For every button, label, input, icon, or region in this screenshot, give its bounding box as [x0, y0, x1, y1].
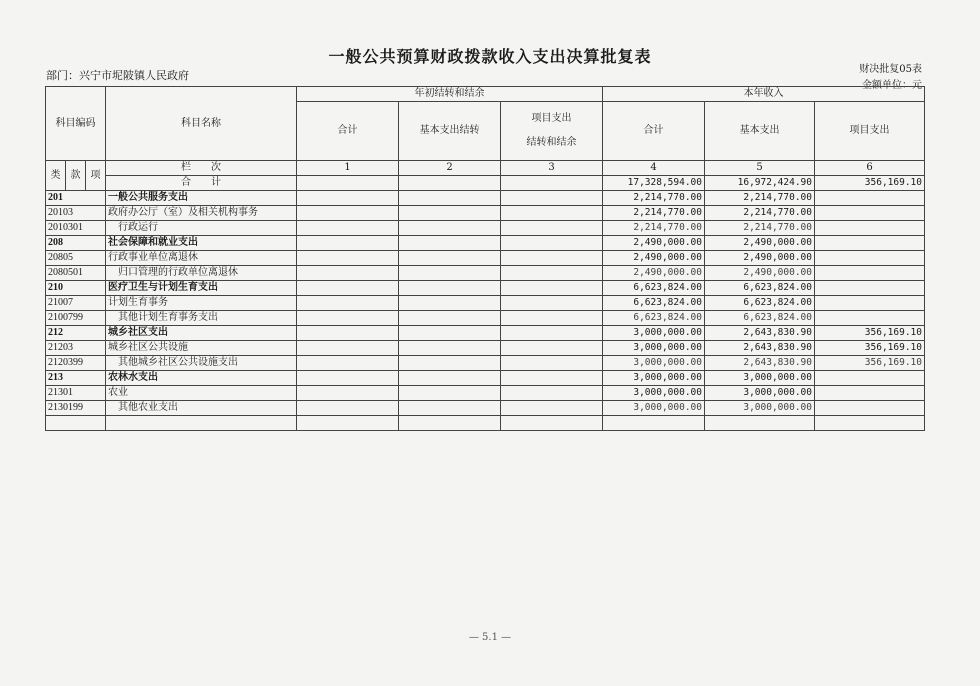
subject-code: 21301	[46, 386, 106, 401]
subject-name: 政府办公厅（室）及相关机构事务	[106, 206, 297, 221]
empty-cell	[603, 416, 705, 431]
subject-name: 城乡社区公共设施	[106, 341, 297, 356]
table-row	[46, 311, 925, 326]
income-group-header: 本年收入	[603, 87, 925, 102]
income-project-cell	[815, 386, 925, 401]
header-row-1	[46, 87, 925, 102]
income-basic-cell: 3,000,000.00	[705, 386, 815, 401]
table-row	[46, 356, 925, 371]
table-row	[46, 401, 925, 416]
income-project-cell	[815, 281, 925, 296]
income-total-cell: 2,490,000.00	[603, 266, 705, 281]
carry-group-header: 年初结转和结余	[297, 87, 603, 102]
carry-project-cell	[501, 281, 603, 296]
carry-project-cell	[501, 296, 603, 311]
carry-total-cell	[297, 296, 399, 311]
carry-basic-cell	[399, 236, 501, 251]
carry-total-cell	[297, 401, 399, 416]
carry-project-cell	[501, 191, 603, 206]
empty-cell	[815, 416, 925, 431]
empty-cell	[106, 416, 297, 431]
subject-name: 一般公共服务支出	[106, 191, 297, 206]
carry-total-header: 合计	[297, 102, 399, 161]
subject-name: 行政运行	[106, 221, 297, 236]
form-number: 财决批复05表	[859, 64, 922, 75]
income-basic-cell: 3,000,000.00	[705, 371, 815, 386]
lanci-label: 栏 次	[106, 161, 297, 176]
income-project-cell	[815, 206, 925, 221]
subject-code: 212	[46, 326, 106, 341]
income-basic-cell: 6,623,824.00	[705, 311, 815, 326]
carry-basic-cell	[399, 206, 501, 221]
total-row	[46, 176, 925, 191]
carry-project-cell	[501, 266, 603, 281]
income-project-cell	[815, 191, 925, 206]
table-row	[46, 371, 925, 386]
table-row	[46, 341, 925, 356]
carry-basic-cell	[399, 251, 501, 266]
subject-code: 2080501	[46, 266, 106, 281]
amount-unit: 金额单位：元	[862, 80, 922, 91]
subject-code: 21007	[46, 296, 106, 311]
carry-project-cell	[501, 251, 603, 266]
income-total-cell: 3,000,000.00	[603, 371, 705, 386]
subject-name: 计划生育事务	[106, 296, 297, 311]
carry-basic-cell	[399, 401, 501, 416]
carry-total-cell	[297, 386, 399, 401]
carry-project-cell	[501, 371, 603, 386]
total-label: 合 计	[106, 176, 297, 191]
page-number: — 5.1 —	[468, 632, 512, 643]
carry-total-cell	[297, 191, 399, 206]
empty-row	[46, 416, 925, 431]
carry-total-cell	[297, 311, 399, 326]
col-num-5: 5	[705, 161, 815, 176]
empty-cell	[399, 416, 501, 431]
income-basic-cell: 2,214,770.00	[705, 191, 815, 206]
carry-total-cell	[297, 356, 399, 371]
income-basic-cell: 2,643,830.90	[705, 341, 815, 356]
carry-total-cell	[297, 236, 399, 251]
carry-project-line-1: 项目支出	[531, 113, 572, 124]
income-project-cell	[815, 251, 925, 266]
subject-code: 20805	[46, 251, 106, 266]
table-row	[46, 206, 925, 221]
income-basic-cell: 2,490,000.00	[705, 236, 815, 251]
carry-total-cell	[297, 206, 399, 221]
carry-total-cell	[297, 251, 399, 266]
income-total-cell: 2,214,770.00	[603, 206, 705, 221]
subject-code: 2120399	[46, 356, 106, 371]
income-total-header: 合计	[603, 102, 705, 161]
carry-basic-cell	[399, 326, 501, 341]
subject-code: 20103	[46, 206, 106, 221]
subject-name: 其他城乡社区公共设施支出	[106, 356, 297, 371]
income-basic-cell: 2,490,000.00	[705, 251, 815, 266]
income-basic-cell: 3,000,000.00	[705, 401, 815, 416]
col-num-4: 4	[603, 161, 705, 176]
income-project-cell	[815, 311, 925, 326]
income-basic-cell: 6,623,824.00	[705, 296, 815, 311]
carry-project-cell	[501, 386, 603, 401]
subject-code: 213	[46, 371, 106, 386]
table-row	[46, 251, 925, 266]
column-number-row	[46, 161, 925, 176]
income-project-cell	[815, 236, 925, 251]
income-total-cell: 6,623,824.00	[603, 281, 705, 296]
empty-cell	[705, 416, 815, 431]
income-project-cell	[815, 371, 925, 386]
col-num-6: 6	[815, 161, 925, 176]
total-carry-basic	[399, 176, 501, 191]
empty-cell	[501, 416, 603, 431]
carry-total-cell	[297, 371, 399, 386]
income-project-header: 项目支出	[815, 102, 925, 161]
subject-name: 农业	[106, 386, 297, 401]
carry-basic-cell	[399, 266, 501, 281]
income-basic-cell: 2,643,830.90	[705, 326, 815, 341]
carry-project-cell	[501, 221, 603, 236]
carry-total-cell	[297, 326, 399, 341]
carry-basic-cell	[399, 311, 501, 326]
table-row	[46, 296, 925, 311]
budget-table	[45, 86, 925, 431]
carry-project-cell	[501, 326, 603, 341]
subject-code: 201	[46, 191, 106, 206]
carry-total-cell	[297, 266, 399, 281]
department-label: 部门：兴宁市坭陂镇人民政府	[46, 69, 189, 82]
carry-basic-cell	[399, 281, 501, 296]
xiang-header: 项	[86, 161, 106, 191]
income-project-cell: 356,169.10	[815, 326, 925, 341]
table-row	[46, 386, 925, 401]
carry-basic-cell	[399, 191, 501, 206]
income-total-cell: 3,000,000.00	[603, 386, 705, 401]
income-basic-cell: 2,214,770.00	[705, 221, 815, 236]
income-project-cell: 356,169.10	[815, 341, 925, 356]
subject-name: 其他计划生育事务支出	[106, 311, 297, 326]
income-total-cell: 2,490,000.00	[603, 251, 705, 266]
income-project-cell: 356,169.10	[815, 356, 925, 371]
carry-project-cell	[501, 206, 603, 221]
carry-total-cell	[297, 281, 399, 296]
subject-code: 210	[46, 281, 106, 296]
income-basic-cell: 2,643,830.90	[705, 356, 815, 371]
carry-total-cell	[297, 341, 399, 356]
subject-name: 行政事业单位离退休	[106, 251, 297, 266]
total-carry-total	[297, 176, 399, 191]
income-project-cell	[815, 266, 925, 281]
income-total-cell: 6,623,824.00	[603, 311, 705, 326]
subject-name: 城乡社区支出	[106, 326, 297, 341]
empty-code	[46, 416, 106, 431]
table-row	[46, 221, 925, 236]
income-basic-cell: 6,623,824.00	[705, 281, 815, 296]
income-project-cell	[815, 296, 925, 311]
total-income-project: 356,169.10	[815, 176, 925, 191]
table-row	[46, 266, 925, 281]
income-total-cell: 3,000,000.00	[603, 356, 705, 371]
income-total-cell: 6,623,824.00	[603, 296, 705, 311]
carry-project-cell	[501, 401, 603, 416]
table-row	[46, 236, 925, 251]
total-income-basic: 16,972,424.90	[705, 176, 815, 191]
total-income-total: 17,328,594.00	[603, 176, 705, 191]
name-header: 科目名称	[106, 87, 297, 161]
table-row	[46, 191, 925, 206]
lei-header: 类	[46, 161, 66, 191]
col-num-3: 3	[501, 161, 603, 176]
carry-basic-header: 基本支出结转	[399, 102, 501, 161]
carry-project-cell	[501, 311, 603, 326]
carry-project-line-2: 结转和结余	[526, 137, 577, 148]
carry-basic-cell	[399, 221, 501, 236]
carry-basic-cell	[399, 296, 501, 311]
carry-basic-cell	[399, 371, 501, 386]
subject-name: 其他农业支出	[106, 401, 297, 416]
carry-project-header	[501, 102, 603, 161]
subject-code: 2130199	[46, 401, 106, 416]
subject-code: 21203	[46, 341, 106, 356]
document-title: 一般公共预算财政拨款收入支出决算批复表	[328, 47, 652, 66]
table-row	[46, 326, 925, 341]
carry-basic-cell	[399, 356, 501, 371]
subject-name: 医疗卫生与计划生育支出	[106, 281, 297, 296]
carry-project-cell	[501, 341, 603, 356]
subject-code: 208	[46, 236, 106, 251]
subject-name: 农林水支出	[106, 371, 297, 386]
income-project-cell	[815, 221, 925, 236]
income-total-cell: 2,490,000.00	[603, 236, 705, 251]
income-total-cell: 3,000,000.00	[603, 401, 705, 416]
income-basic-cell: 2,214,770.00	[705, 206, 815, 221]
col-num-1: 1	[297, 161, 399, 176]
empty-cell	[297, 416, 399, 431]
income-basic-header: 基本支出	[705, 102, 815, 161]
income-total-cell: 2,214,770.00	[603, 221, 705, 236]
subject-code: 2010301	[46, 221, 106, 236]
carry-project-cell	[501, 356, 603, 371]
income-total-cell: 3,000,000.00	[603, 326, 705, 341]
carry-project-cell	[501, 236, 603, 251]
col-num-2: 2	[399, 161, 501, 176]
code-header: 科目编码	[46, 87, 106, 161]
subject-name: 社会保障和就业支出	[106, 236, 297, 251]
subject-name: 归口管理的行政单位离退休	[106, 266, 297, 281]
carry-total-cell	[297, 221, 399, 236]
income-total-cell: 3,000,000.00	[603, 341, 705, 356]
carry-basic-cell	[399, 341, 501, 356]
kuan-header: 款	[66, 161, 86, 191]
total-carry-project	[501, 176, 603, 191]
income-project-cell	[815, 401, 925, 416]
carry-basic-cell	[399, 386, 501, 401]
income-basic-cell: 2,490,000.00	[705, 266, 815, 281]
income-total-cell: 2,214,770.00	[603, 191, 705, 206]
subject-code: 2100799	[46, 311, 106, 326]
table-row	[46, 281, 925, 296]
